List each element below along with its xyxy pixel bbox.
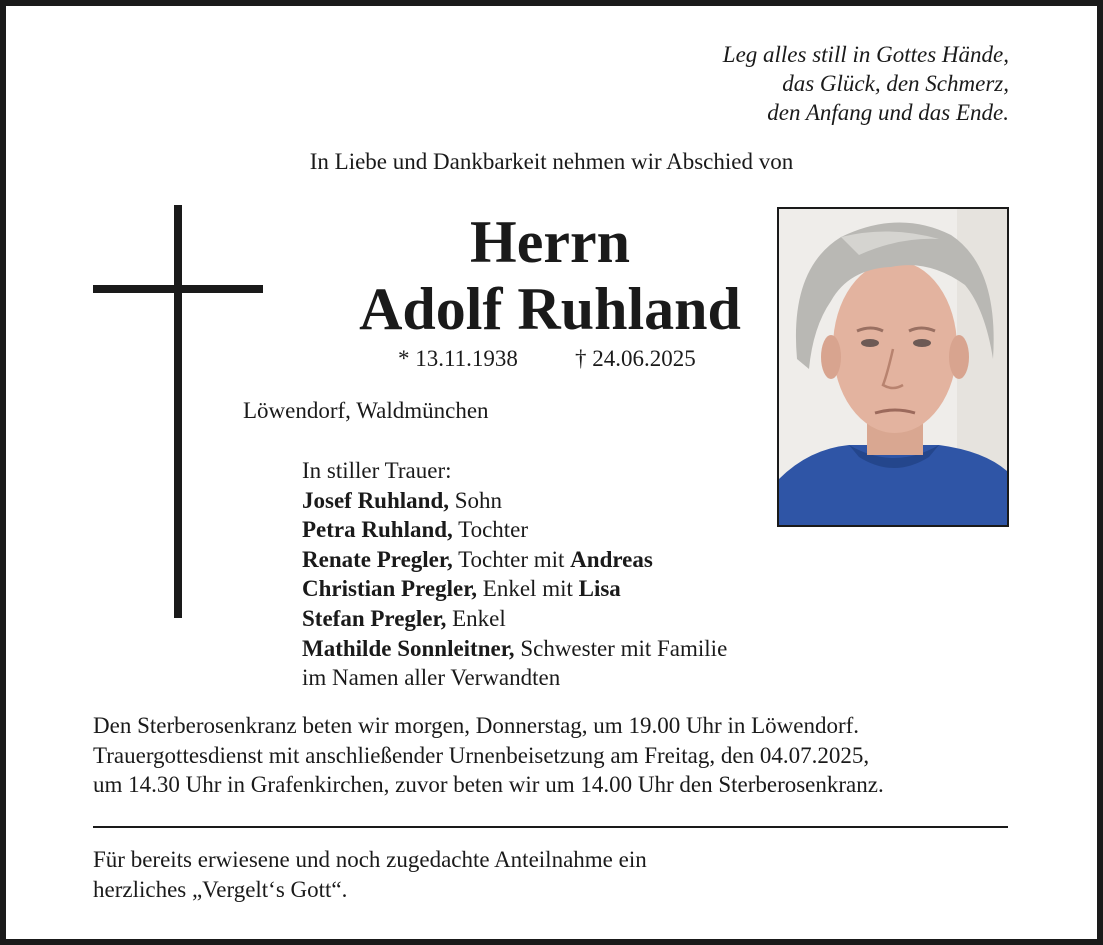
mourner-entry	[302, 486, 727, 516]
mourner-relation: Tochter	[458, 517, 529, 543]
deceased-name: Adolf Ruhland	[359, 276, 741, 342]
service-notice	[93, 711, 884, 800]
mourner-name: Christian Pregler,	[302, 576, 478, 602]
mourner-entry	[302, 574, 727, 604]
mourner-name: Stefan Pregler,	[302, 605, 447, 631]
notice-line: Trauergottesdienst mit anschließender Urnenbeisetzung am Freitag, den 04.07.2025,	[93, 742, 870, 768]
mourner-relation: Enkel mit	[482, 576, 573, 602]
thanks-text	[93, 845, 647, 904]
mourner-entry	[302, 545, 727, 575]
verse	[723, 40, 1009, 127]
notice-line: um 14.30 Uhr in Grafenkirchen, zuvor beten wir um 14.00 Uhr den Sterberosenkranz.	[93, 772, 884, 797]
thanks-line: herzliches „Vergelt‘s Gott“.	[93, 876, 348, 902]
thanks-line: Für bereits erwiesene und noch zugedachte Anteilnahme ein	[93, 847, 647, 872]
mourner-relation: Enkel	[452, 605, 506, 631]
mourner-entry	[302, 634, 727, 664]
mourners-heading: In stiller Trauer:	[302, 458, 452, 483]
mourner-name: Petra Ruhland,	[302, 517, 453, 543]
mourner-partner: Lisa	[578, 576, 621, 602]
intro-text: In Liebe und Dankbarkeit nehmen wir Abschied von	[309, 149, 794, 174]
birth-date: * 13.11.1938	[398, 346, 518, 371]
portrait-photo	[777, 207, 1009, 527]
verse-line: Leg alles still in Gottes Hände,	[722, 42, 1009, 67]
mourner-relation: Schwester mit Familie	[520, 635, 728, 661]
cross-vertical-bar	[174, 205, 182, 618]
mourners-list	[302, 456, 727, 693]
mourner-name: Renate Pregler,	[302, 546, 453, 572]
mourner-partner: Andreas	[570, 546, 653, 572]
divider	[93, 826, 1008, 828]
mourner-entry	[302, 604, 727, 634]
cross-horizontal-bar	[93, 285, 263, 293]
mourner-name: Mathilde Sonnleitner,	[302, 635, 515, 661]
portrait-illustration	[779, 209, 1007, 525]
mourner-entry	[302, 515, 727, 545]
mourner-name: Josef Ruhland,	[302, 487, 449, 513]
verse-line: das Glück, den Schmerz,	[782, 71, 1009, 96]
mourner-relation: Sohn	[454, 487, 503, 513]
mourners-closing: im Namen aller Verwandten	[302, 665, 561, 691]
mourner-relation: Tochter mit	[458, 546, 565, 572]
verse-line: den Anfang und das Ende.	[767, 100, 1009, 125]
death-date: † 24.06.2025	[575, 346, 696, 371]
home-place: Löwendorf, Waldmünchen	[243, 398, 489, 423]
notice-line: Den Sterberosenkranz beten wir morgen, Donnerstag, um 19.00 Uhr in Löwendorf.	[93, 713, 860, 738]
salutation: Herrn	[470, 209, 630, 275]
